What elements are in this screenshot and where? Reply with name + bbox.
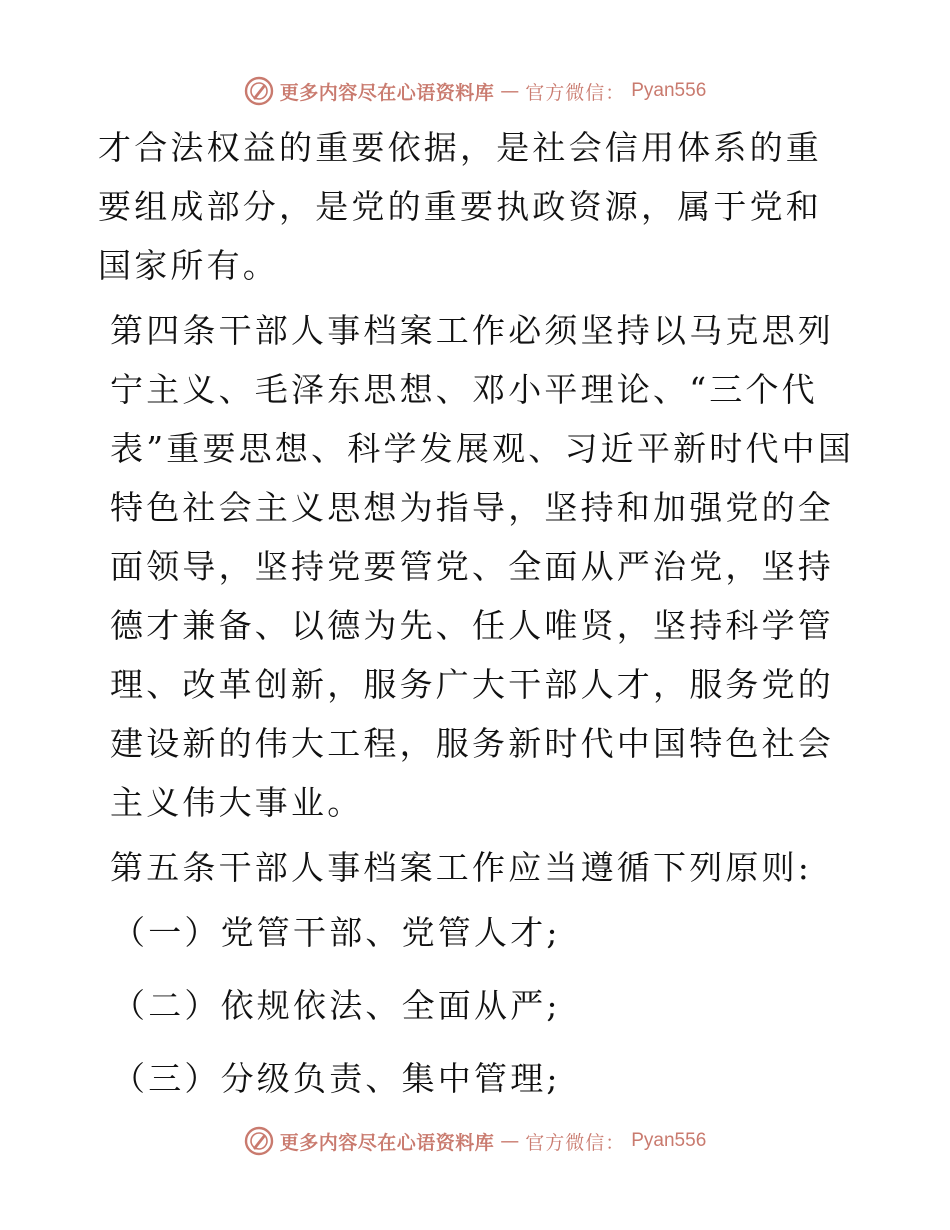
document-body [98, 118, 858, 1122]
header-watermark [0, 74, 950, 108]
seal-logo-icon [244, 76, 274, 106]
watermark-wechat-id: Pyan556 [631, 1130, 707, 1151]
paragraph-article-4: 第四条干部人事档案工作必须坚持以马克思列宁主义、毛泽东思想、邓小平理论、“三个代表”重要思想、科学发展观、习近平新时代中国特色社会主义思想为指导，坚持和加强党的全面领导，坚持党要管党、全面从严治党，坚持德才兼备、以德为先、任人唯贤，坚持科学管理、改革创新，服务广大干部人才，服务党的建设新的伟大工程，服务新时代中国特色社会主义伟大事业。 [110, 311, 855, 822]
seal-logo-icon [244, 1126, 274, 1156]
list-item-principle-2: （二）依规依法、全面从严; [112, 986, 561, 1025]
paragraph-article-5: 第五条干部人事档案工作应当遵循下列原则: [110, 848, 813, 887]
watermark-wechat-label: 官方微信： [525, 81, 626, 104]
paragraph-continuation: 才合法权益的重要依据，是社会信用体系的重要组成部分，是党的重要执政资源，属于党和国家所有。 [98, 128, 822, 285]
watermark-wechat-id: Pyan556 [631, 80, 707, 101]
list-item-principle-1: （一）党管干部、党管人才; [112, 913, 561, 952]
footer-watermark [0, 1124, 950, 1158]
list-item-principle-3: （三）分级负责、集中管理; [112, 1059, 561, 1098]
watermark-dash: — [500, 80, 520, 102]
watermark-dash: — [500, 1130, 520, 1152]
watermark-text: 更多内容尽在心语资料库 [279, 1131, 495, 1154]
watermark-text: 更多内容尽在心语资料库 [279, 81, 495, 104]
watermark-wechat-label: 官方微信： [525, 1131, 626, 1154]
